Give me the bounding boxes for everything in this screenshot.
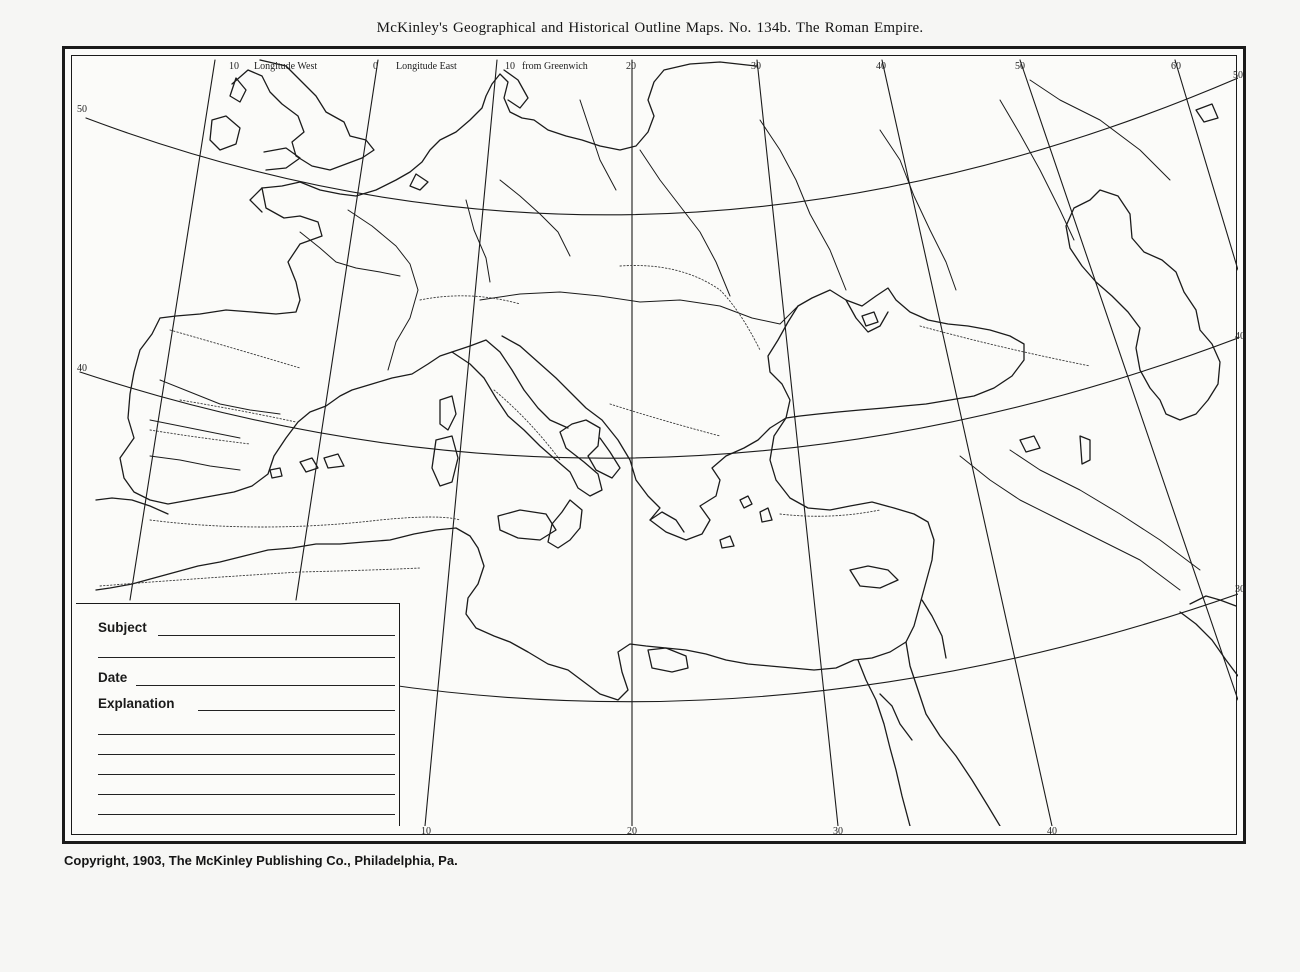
balkans-coast [502, 306, 798, 548]
rivers [150, 80, 1200, 590]
persian-gulf-coast [1180, 596, 1238, 676]
longitude-west-caption: Longitude West [254, 61, 318, 72]
caspian-coast [1066, 190, 1220, 420]
explanation-line-3[interactable] [98, 754, 395, 755]
copyright-notice: Copyright, 1903, The McKinley Publishing Co., Philadelphia, Pa. [64, 853, 458, 868]
date-label: Date [98, 670, 128, 685]
page-title: McKinley's Geographical and Historical Outline Maps. No. 134b. The Roman Empire. [376, 20, 924, 36]
bottom-lon-label-20: 20 [627, 826, 637, 837]
lakes [1020, 104, 1218, 464]
bottom-lon-label-10: 10 [421, 826, 431, 837]
red-sea-coast [858, 600, 1000, 826]
from-greenwich-caption: from Greenwich [522, 61, 588, 72]
lon-label-30: 30 [751, 61, 761, 72]
explanation-line-1[interactable] [198, 710, 395, 711]
legend-box [76, 603, 400, 826]
lat-label-right-50: 50 [1233, 70, 1243, 81]
lat-label-right-30: 30 [1235, 584, 1245, 595]
subject-label: Subject [98, 620, 147, 635]
date-line[interactable] [136, 685, 395, 686]
explanation-line-2[interactable] [98, 734, 395, 735]
black-sea-coast [786, 288, 1024, 418]
lon-label-0: 0 [373, 61, 378, 72]
explanation-line-5[interactable] [98, 794, 395, 795]
subject-line-2[interactable] [98, 657, 395, 658]
explanation-label: Explanation [98, 696, 175, 711]
lat-label-left-40: 40 [77, 363, 87, 374]
lat-label-left-50: 50 [77, 104, 87, 115]
bottom-lon-label-40: 40 [1047, 826, 1057, 837]
explanation-line-6[interactable] [98, 814, 395, 815]
longitude-east-caption: Longitude East [396, 61, 457, 72]
lat-label-right-40: 40 [1235, 331, 1245, 342]
islands-west [270, 396, 556, 540]
lon-label-60: 60 [1171, 61, 1181, 72]
north-europe-coast [262, 62, 756, 196]
lon-label-w10: 10 [229, 61, 239, 72]
lon-label-50: 50 [1015, 61, 1025, 72]
italy-coast [452, 340, 620, 548]
bottom-lon-label-30: 30 [833, 826, 843, 837]
britain-coast [210, 60, 374, 170]
lon-label-40: 40 [876, 61, 886, 72]
lon-label-20: 20 [626, 61, 636, 72]
explanation-line-4[interactable] [98, 774, 395, 775]
lon-label-e10: 10 [505, 61, 515, 72]
subject-line[interactable] [158, 635, 395, 636]
